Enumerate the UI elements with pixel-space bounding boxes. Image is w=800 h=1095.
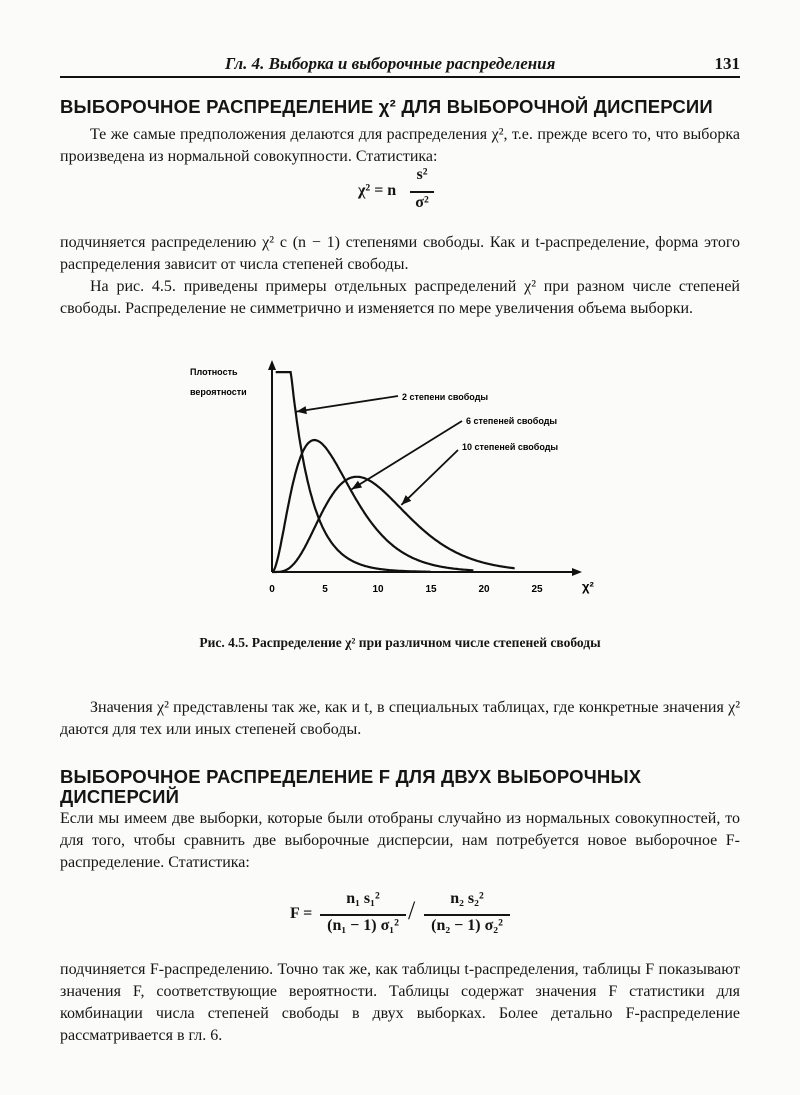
paragraph-f-intro: Если мы имеем две выборки, которые были отобраны случайно из нормальных совокупностей, то для того, чтобы сравнить две выборочные дисперсии, нам потребуется новое выборочное F-распределение. Статистика:: [60, 810, 740, 871]
section-heading-f-line2: ДИСПЕРСИЙ: [60, 786, 180, 807]
section-heading-f-line1: ВЫБОРОЧНОЕ РАСПРЕДЕЛЕНИЕ F ДЛЯ ДВУХ ВЫБОРОЧНЫХ: [60, 766, 642, 787]
formula-chi2-lhs: χ² = n: [358, 182, 397, 199]
y-axis-label-line1: Плотность: [190, 367, 238, 377]
x-axis-label: χ²: [582, 579, 594, 594]
running-header: [60, 54, 740, 78]
formula-chi2: [358, 166, 468, 220]
formula-chi2-denominator: σ²: [415, 194, 429, 211]
x-tick-label-0: 0: [269, 584, 275, 595]
annotation-label-3: 10 степеней свободы: [462, 442, 559, 452]
formula-f-num1: n₁ s₁²: [346, 890, 380, 907]
chi2-distribution-chart: [180, 355, 620, 605]
paragraph-f-tables: подчиняется F-распределению. Точно так же, как таблицы t-распределения, таблицы F показывают значения F, соответствующие вероятности. Таблицы содержат значения F статистики для комбинации числа степеней свободы в двух выборках. Более детально F-распределение рассматривается в гл. 6.: [60, 961, 740, 1044]
page-number: 131: [714, 54, 740, 73]
series-line-df-10: [272, 477, 515, 572]
paragraph-chi2-df: подчиняется распределению χ² с (n − 1) степенями свободы. Как и t-распределение, форма этого распределения зависит от числа степеней свободы.: [60, 234, 740, 273]
x-axis-arrow: [572, 568, 582, 576]
fraction-bar: [424, 914, 510, 916]
formula-f: [290, 890, 520, 946]
x-tick-label-15: 15: [425, 584, 437, 595]
y-axis-arrow: [268, 360, 276, 370]
paragraph-chi2-tables: Значения χ² представлены так же, как и t, в специальных таблицах, где конкретные значения χ² даются для тех или иных степеней свободы.: [60, 699, 740, 738]
x-tick-label-10: 10: [372, 584, 384, 595]
formula-chi2-numerator: s²: [416, 166, 428, 183]
annotation-label-2: 6 степеней свободы: [466, 416, 558, 426]
x-tick-label-25: 25: [531, 584, 543, 595]
annotation-arrow-2: [352, 421, 463, 489]
x-tick-label-5: 5: [322, 584, 328, 595]
formula-f-num2: n₂ s₂²: [450, 890, 484, 907]
running-header-title: Гл. 4. Выборка и выборочные распределения: [225, 54, 556, 73]
annotation-arrow-3: [401, 450, 458, 505]
annotation-arrow-1: [296, 396, 398, 412]
fraction-bar: [410, 191, 434, 193]
paragraph-chi2-intro: Те же самые предположения делаются для распределения χ², т.е. прежде всего то, что выборка произведена из нормальной совокупности. Статистика:: [60, 126, 740, 165]
annotation-arrowhead-1: [296, 406, 306, 414]
annotation-label-1: 2 степени свободы: [402, 392, 489, 402]
formula-f-slash: /: [408, 896, 416, 925]
formula-f-den1: (n₁ − 1) σ₁²: [327, 917, 399, 934]
y-axis-label-line2: вероятности: [190, 387, 247, 397]
formula-f-den2: (n₂ − 1) σ₂²: [431, 917, 503, 934]
fraction-bar: [320, 914, 406, 916]
formula-f-lhs: F =: [290, 905, 313, 922]
section-heading-chi2: ВЫБОРОЧНОЕ РАСПРЕДЕЛЕНИЕ χ² ДЛЯ ВЫБОРОЧНОЙ ДИСПЕРСИИ: [60, 96, 713, 117]
figure-caption: Рис. 4.5. Распределение χ² при различном числе степеней свободы: [199, 635, 601, 650]
annotation-arrowhead-2: [352, 481, 363, 490]
section-heading-f: [60, 767, 750, 807]
x-tick-label-20: 20: [478, 584, 490, 595]
paragraph-chi2-figure-ref: На рис. 4.5. приведены примеры отдельных распределений χ² при разном числе степеней свободы. Распределение не симметрично и изменяется по мере увеличения объема выборки.: [60, 278, 740, 317]
